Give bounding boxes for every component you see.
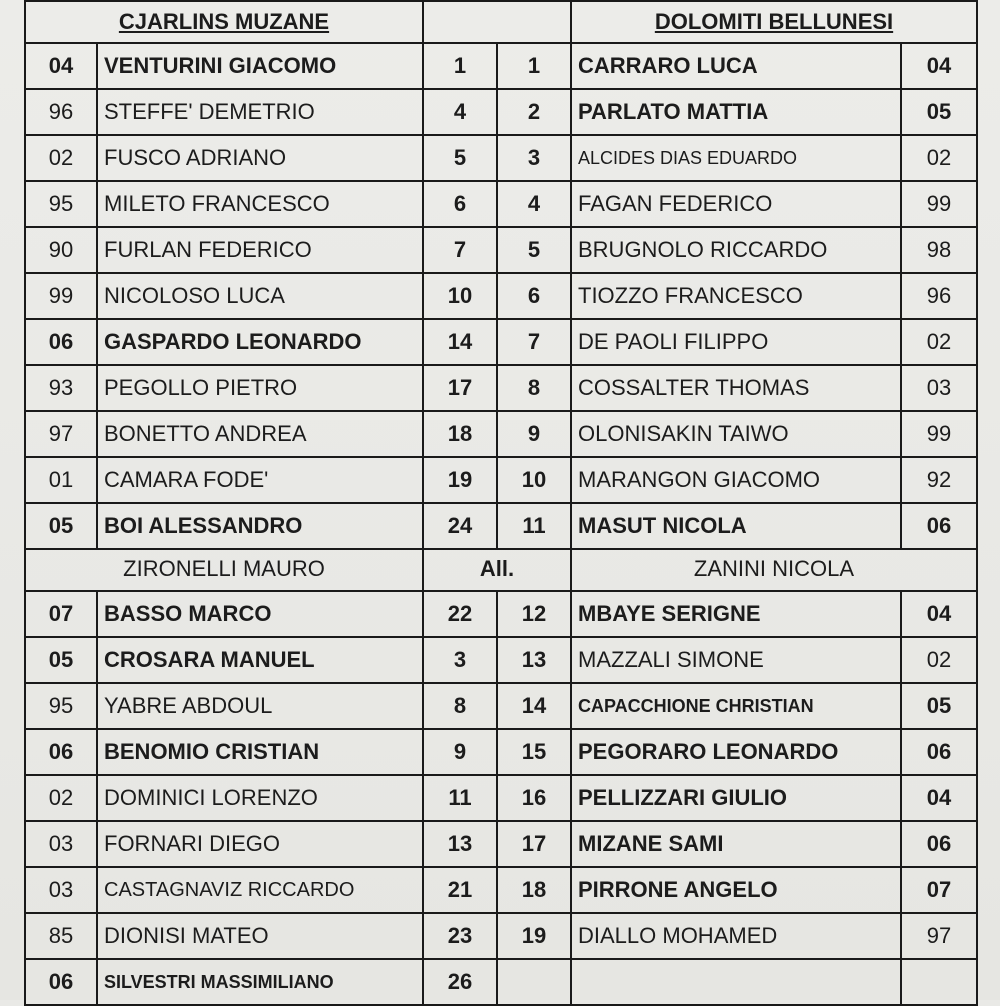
home-player-shirt: 14 [424, 320, 498, 366]
team-header-row [24, 0, 978, 44]
home-player-name: BASSO MARCO [98, 592, 424, 638]
subs-row [24, 868, 978, 914]
away-player-year: 04 [902, 44, 978, 90]
home-player-shirt: 10 [424, 274, 498, 320]
away-player-name: MASUT NICOLA [572, 504, 902, 550]
away-player-name: CAPACCHIONE CHRISTIAN [572, 684, 902, 730]
home-player-name: BONETTO ANDREA [98, 412, 424, 458]
home-player-shirt: 26 [424, 960, 498, 1006]
home-player-shirt: 18 [424, 412, 498, 458]
away-player-name: BRUGNOLO RICCARDO [572, 228, 902, 274]
home-player-year: 93 [24, 366, 98, 412]
home-player-name: CAMARA FODE' [98, 458, 424, 504]
home-team-name: CJARLINS MUZANE [24, 0, 424, 44]
home-player-name: CROSARA MANUEL [98, 638, 424, 684]
away-player-shirt: 18 [498, 868, 572, 914]
home-player-name: DOMINICI LORENZO [98, 776, 424, 822]
away-player-shirt: 4 [498, 182, 572, 228]
subs-row [24, 684, 978, 730]
home-player-shirt: 4 [424, 90, 498, 136]
home-player-name: CASTAGNAVIZ RICCARDO [98, 868, 424, 914]
away-player-name: FAGAN FEDERICO [572, 182, 902, 228]
away-player-name: DE PAOLI FILIPPO [572, 320, 902, 366]
subs-row [24, 592, 978, 638]
home-player-shirt: 5 [424, 136, 498, 182]
away-player-shirt: 2 [498, 90, 572, 136]
away-player-year: 03 [902, 366, 978, 412]
home-player-year: 02 [24, 776, 98, 822]
home-coach: ZIRONELLI MAURO [24, 548, 424, 592]
home-player-shirt: 13 [424, 822, 498, 868]
home-player-shirt: 21 [424, 868, 498, 914]
home-player-name: PEGOLLO PIETRO [98, 366, 424, 412]
starters-row [24, 504, 978, 550]
away-player-name: PARLATO MATTIA [572, 90, 902, 136]
home-player-shirt: 3 [424, 638, 498, 684]
away-player-year: 02 [902, 136, 978, 182]
away-player-year: 05 [902, 90, 978, 136]
away-player-shirt: 14 [498, 684, 572, 730]
away-player-shirt: 10 [498, 458, 572, 504]
subs-row [24, 730, 978, 776]
home-player-shirt: 8 [424, 684, 498, 730]
subs-row [24, 914, 978, 960]
away-player-year: 04 [902, 776, 978, 822]
home-player-year: 06 [24, 960, 98, 1006]
starters-row [24, 182, 978, 228]
starters-row [24, 320, 978, 366]
away-player-shirt: 11 [498, 504, 572, 550]
away-player-shirt: 1 [498, 44, 572, 90]
away-player-name: MARANGON GIACOMO [572, 458, 902, 504]
away-player-year: 06 [902, 822, 978, 868]
away-player-year: 99 [902, 182, 978, 228]
home-player-name: FURLAN FEDERICO [98, 228, 424, 274]
away-player-name: COSSALTER THOMAS [572, 366, 902, 412]
away-player-year: 06 [902, 504, 978, 550]
away-team-name: DOLOMITI BELLUNESI [572, 0, 978, 44]
home-player-year: 90 [24, 228, 98, 274]
home-player-name: YABRE ABDOUL [98, 684, 424, 730]
home-player-year: 03 [24, 822, 98, 868]
subs-row [24, 822, 978, 868]
home-player-shirt: 11 [424, 776, 498, 822]
coach-row [24, 548, 978, 592]
home-player-shirt: 1 [424, 44, 498, 90]
away-player-shirt: 9 [498, 412, 572, 458]
away-player-shirt: 8 [498, 366, 572, 412]
header-spacer [424, 0, 572, 44]
home-player-year: 01 [24, 458, 98, 504]
home-player-name: GASPARDO LEONARDO [98, 320, 424, 366]
away-player-shirt: 3 [498, 136, 572, 182]
away-player-year: 06 [902, 730, 978, 776]
away-player-name: DIALLO MOHAMED [572, 914, 902, 960]
home-player-name: STEFFE' DEMETRIO [98, 90, 424, 136]
home-player-shirt: 6 [424, 182, 498, 228]
home-player-year: 99 [24, 274, 98, 320]
home-player-name: SILVESTRI MASSIMILIANO [98, 960, 424, 1006]
lineup-grid [24, 0, 978, 1000]
home-player-year: 07 [24, 592, 98, 638]
away-player-shirt: 13 [498, 638, 572, 684]
starters-row [24, 458, 978, 504]
away-player-year: 05 [902, 684, 978, 730]
home-player-name: BOI ALESSANDRO [98, 504, 424, 550]
home-player-name: VENTURINI GIACOMO [98, 44, 424, 90]
away-player-shirt: 7 [498, 320, 572, 366]
home-player-shirt: 7 [424, 228, 498, 274]
away-player-shirt: 19 [498, 914, 572, 960]
away-player-name [572, 960, 902, 1006]
away-player-name: PEGORARO LEONARDO [572, 730, 902, 776]
starters-row [24, 228, 978, 274]
away-player-year: 02 [902, 638, 978, 684]
away-player-shirt: 17 [498, 822, 572, 868]
away-player-name: ALCIDES DIAS EDUARDO [572, 136, 902, 182]
away-player-shirt [498, 960, 572, 1006]
home-player-shirt: 17 [424, 366, 498, 412]
subs-row [24, 960, 978, 1006]
home-player-name: BENOMIO CRISTIAN [98, 730, 424, 776]
away-player-year [902, 960, 978, 1006]
home-player-year: 97 [24, 412, 98, 458]
home-player-shirt: 24 [424, 504, 498, 550]
home-player-year: 96 [24, 90, 98, 136]
away-player-name: TIOZZO FRANCESCO [572, 274, 902, 320]
away-player-name: CARRARO LUCA [572, 44, 902, 90]
home-player-shirt: 9 [424, 730, 498, 776]
away-player-name: MBAYE SERIGNE [572, 592, 902, 638]
home-player-name: MILETO FRANCESCO [98, 182, 424, 228]
away-player-name: MAZZALI SIMONE [572, 638, 902, 684]
home-player-year: 05 [24, 638, 98, 684]
home-player-shirt: 23 [424, 914, 498, 960]
home-player-year: 04 [24, 44, 98, 90]
home-player-shirt: 22 [424, 592, 498, 638]
away-player-year: 96 [902, 274, 978, 320]
home-player-year: 03 [24, 868, 98, 914]
away-player-year: 98 [902, 228, 978, 274]
away-player-year: 92 [902, 458, 978, 504]
subs-row [24, 776, 978, 822]
home-player-name: FORNARI DIEGO [98, 822, 424, 868]
away-player-year: 99 [902, 412, 978, 458]
away-player-shirt: 16 [498, 776, 572, 822]
away-player-year: 97 [902, 914, 978, 960]
away-player-name: MIZANE SAMI [572, 822, 902, 868]
away-player-name: PELLIZZARI GIULIO [572, 776, 902, 822]
home-player-name: FUSCO ADRIANO [98, 136, 424, 182]
away-player-year: 02 [902, 320, 978, 366]
home-player-name: DIONISI MATEO [98, 914, 424, 960]
away-coach: ZANINI NICOLA [572, 548, 978, 592]
away-player-shirt: 12 [498, 592, 572, 638]
home-player-year: 95 [24, 182, 98, 228]
starters-row [24, 44, 978, 90]
home-player-year: 06 [24, 730, 98, 776]
starters-row [24, 274, 978, 320]
away-player-year: 04 [902, 592, 978, 638]
home-player-name: NICOLOSO LUCA [98, 274, 424, 320]
away-player-shirt: 15 [498, 730, 572, 776]
subs-row [24, 638, 978, 684]
away-player-name: PIRRONE ANGELO [572, 868, 902, 914]
away-player-name: OLONISAKIN TAIWO [572, 412, 902, 458]
home-player-year: 02 [24, 136, 98, 182]
starters-row [24, 90, 978, 136]
home-player-year: 06 [24, 320, 98, 366]
starters-row [24, 412, 978, 458]
home-player-year: 85 [24, 914, 98, 960]
home-player-year: 95 [24, 684, 98, 730]
away-player-year: 07 [902, 868, 978, 914]
away-player-shirt: 6 [498, 274, 572, 320]
starters-row [24, 136, 978, 182]
coach-label: All. [424, 548, 572, 592]
away-player-shirt: 5 [498, 228, 572, 274]
home-player-shirt: 19 [424, 458, 498, 504]
starters-row [24, 366, 978, 412]
home-player-year: 05 [24, 504, 98, 550]
